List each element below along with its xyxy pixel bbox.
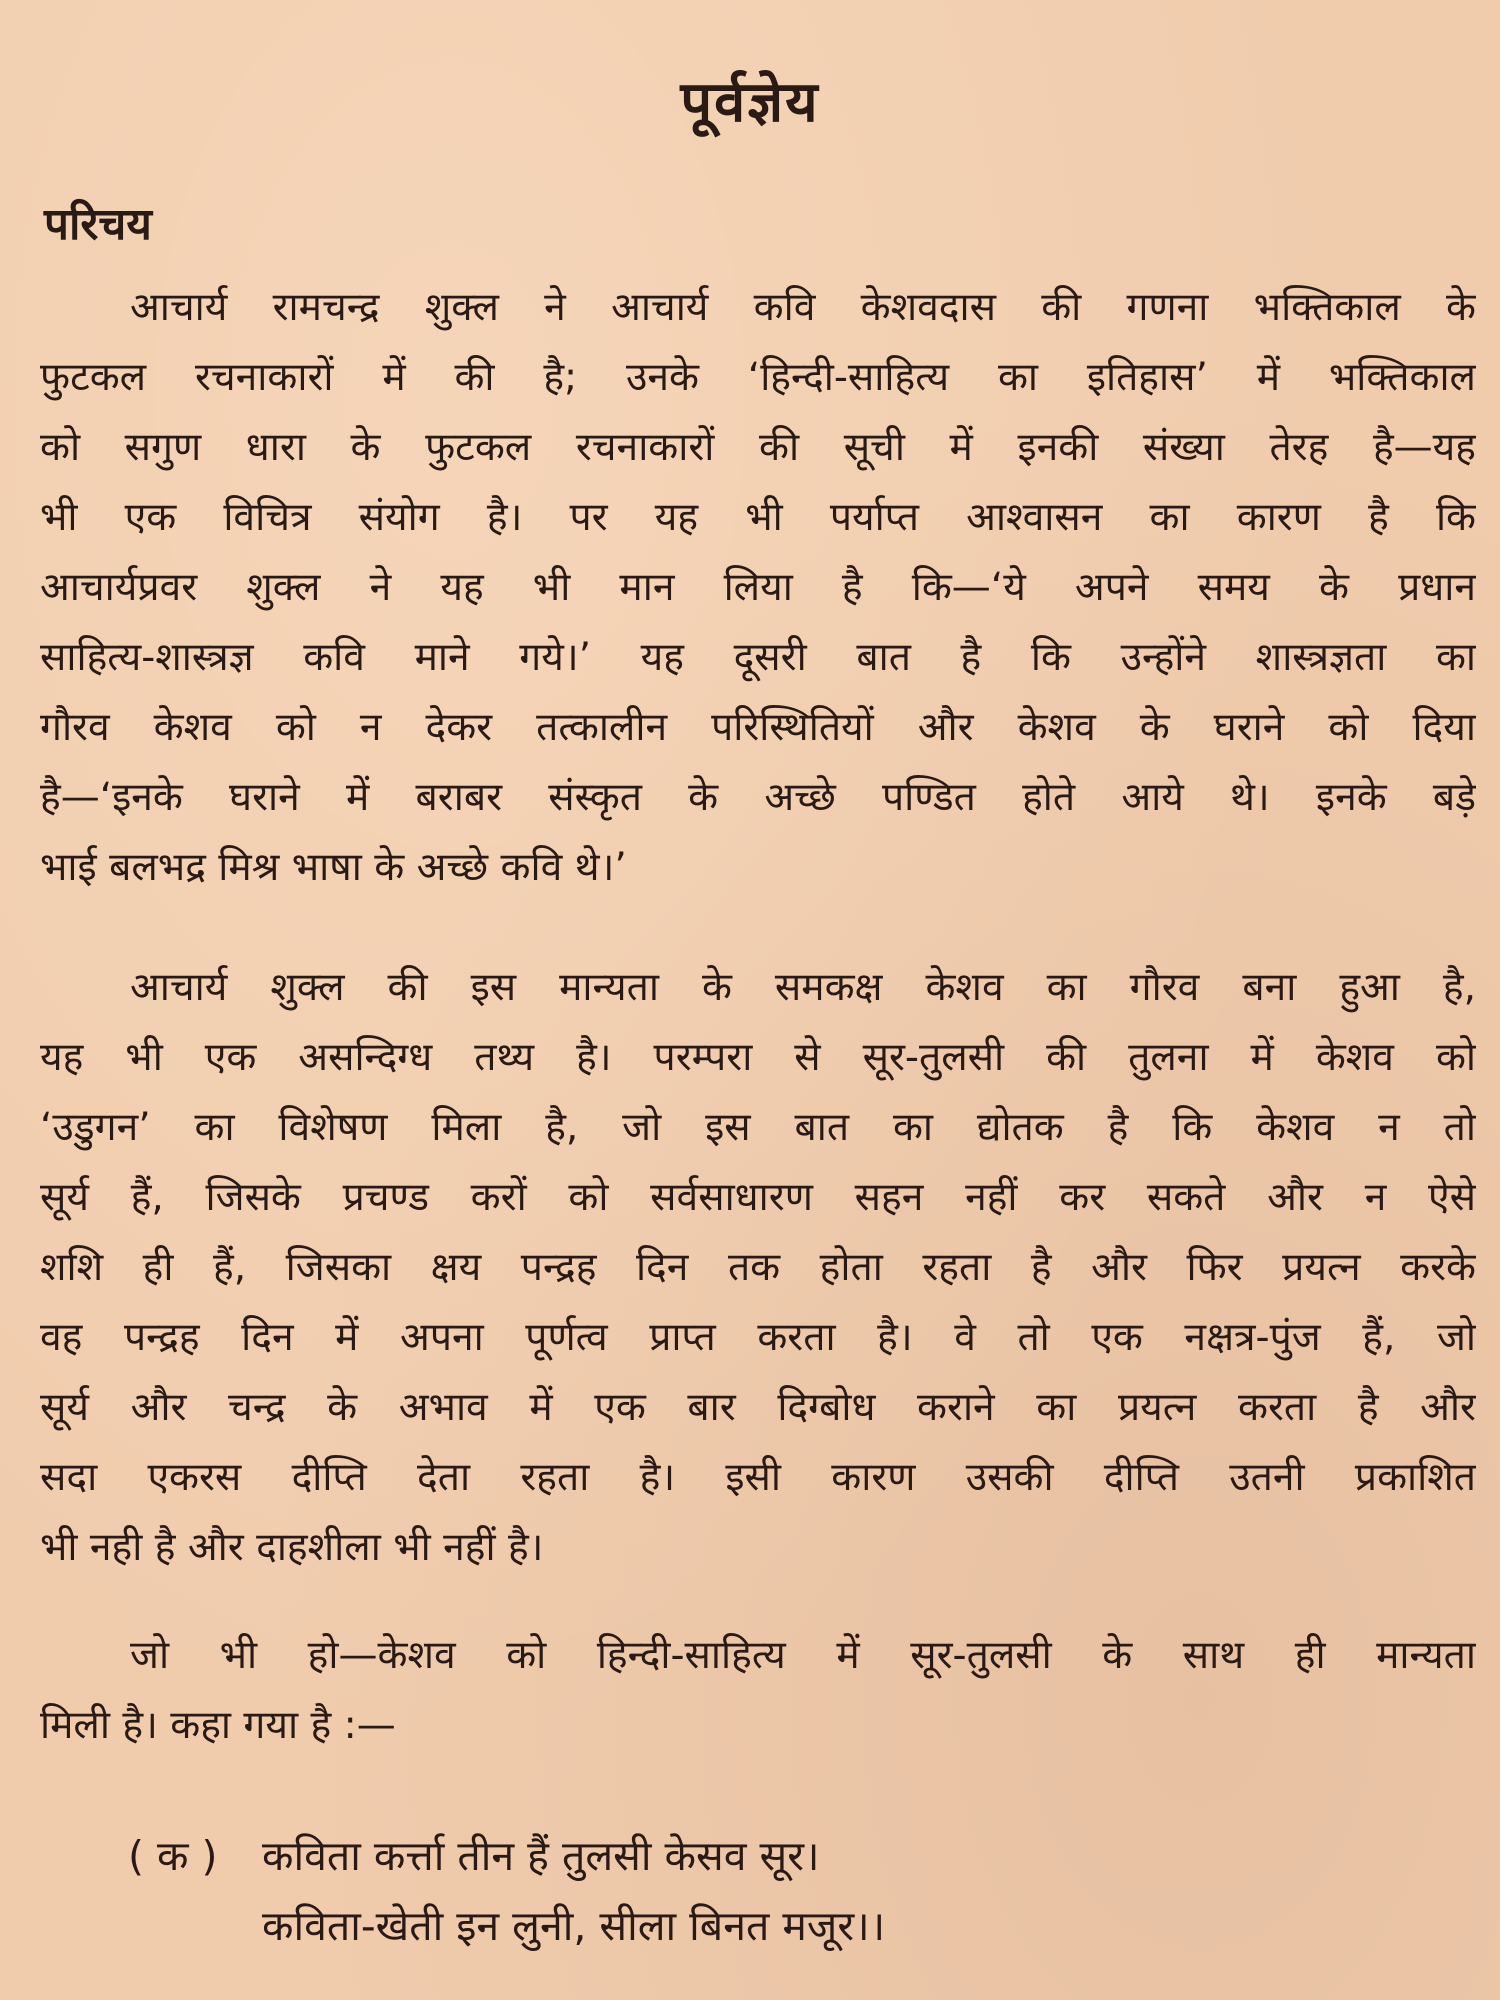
paragraph-1-line: है—‘इनके घराने में बराबर संस्कृत के अच्छे पण्डित होते आये थे। इनके बड़े — [40, 775, 1476, 820]
paragraph-1-line: साहित्य-शास्त्रज्ञ कवि माने गये।’ यह दूसरी बात है कि उन्होंने शास्त्रज्ञता का — [40, 635, 1476, 680]
paragraph-3-line: जो भी हो—केशव को हिन्दी-साहित्य में सूर-तुलसी के साथ ही मान्यता — [130, 1633, 1476, 1678]
paragraph-1-line: भी एक विचित्र संयोग है। पर यह भी पर्याप्त आश्वासन का कारण है कि — [40, 495, 1476, 540]
section-heading: परिचय — [44, 199, 152, 250]
verse-line: कविता-खेती इन लुनी, सीला बिनत मजूर।। — [262, 1902, 886, 1950]
paragraph-2-line: सूर्य और चन्द्र के अभाव में एक बार दिग्बोध कराने का प्रयत्न करता है और — [40, 1385, 1476, 1430]
paragraph-2-line: भी नही है और दाहशीला भी नहीं है। — [40, 1525, 544, 1570]
paragraph-2-line: आचार्य शुक्ल की इस मान्यता के समकक्ष केशव का गौरव बना हुआ है, — [130, 965, 1476, 1010]
paragraph-2-line: वह पन्द्रह दिन में अपना पूर्णत्व प्राप्त करता है। वे तो एक नक्षत्र-पुंज हैं, जो — [40, 1315, 1476, 1360]
paragraph-1-line: फुटकल रचनाकारों में की है; उनके ‘हिन्दी-साहित्य का इतिहास’ में भक्तिकाल — [40, 355, 1476, 400]
paragraph-2-line: ‘उडुगन’ का विशेषण मिला है, जो इस बात का द्योतक है कि केशव न तो — [40, 1105, 1476, 1150]
paragraph-2-line: यह भी एक असन्दिग्ध तथ्य है। परम्परा से सूर-तुलसी की तुलना में केशव को — [40, 1035, 1476, 1080]
paragraph-1-line: को सगुण धारा के फुटकल रचनाकारों की सूची में इनकी संख्या तेरह है—यह — [40, 425, 1476, 470]
paragraph-3-line: मिली है। कहा गया है :— — [40, 1703, 396, 1748]
paragraph-1-line: भाई बलभद्र मिश्र भाषा के अच्छे कवि थे।’ — [40, 845, 627, 890]
paragraph-2-line: शशि ही हैं, जिसका क्षय पन्द्रह दिन तक होता रहता है और फिर प्रयत्न करके — [40, 1245, 1476, 1290]
paragraph-1-line: आचार्यप्रवर शुक्ल ने यह भी मान लिया है कि—‘ये अपने समय के प्रधान — [40, 565, 1476, 610]
verse-line: कविता कर्त्ता तीन हैं तुलसी केसव सूर। — [262, 1832, 820, 1880]
paragraph-1-line: आचार्य रामचन्द्र शुक्ल ने आचार्य कवि केशवदास की गणना भक्तिकाल के — [130, 285, 1476, 330]
paragraph-1-line: गौरव केशव को न देकर तत्कालीन परिस्थितियों और केशव के घराने को दिया — [40, 705, 1476, 750]
verse-label: ( क ) — [128, 1832, 218, 1880]
paragraph-2-line: सूर्य हैं, जिसके प्रचण्ड करों को सर्वसाधारण सहन नहीं कर सकते और न ऐसे — [40, 1175, 1476, 1220]
paragraph-2-line: सदा एकरस दीप्ति देता रहता है। इसी कारण उसकी दीप्ति उतनी प्रकाशित — [40, 1455, 1476, 1500]
page-title: पूर्वज्ञेय — [680, 70, 820, 135]
